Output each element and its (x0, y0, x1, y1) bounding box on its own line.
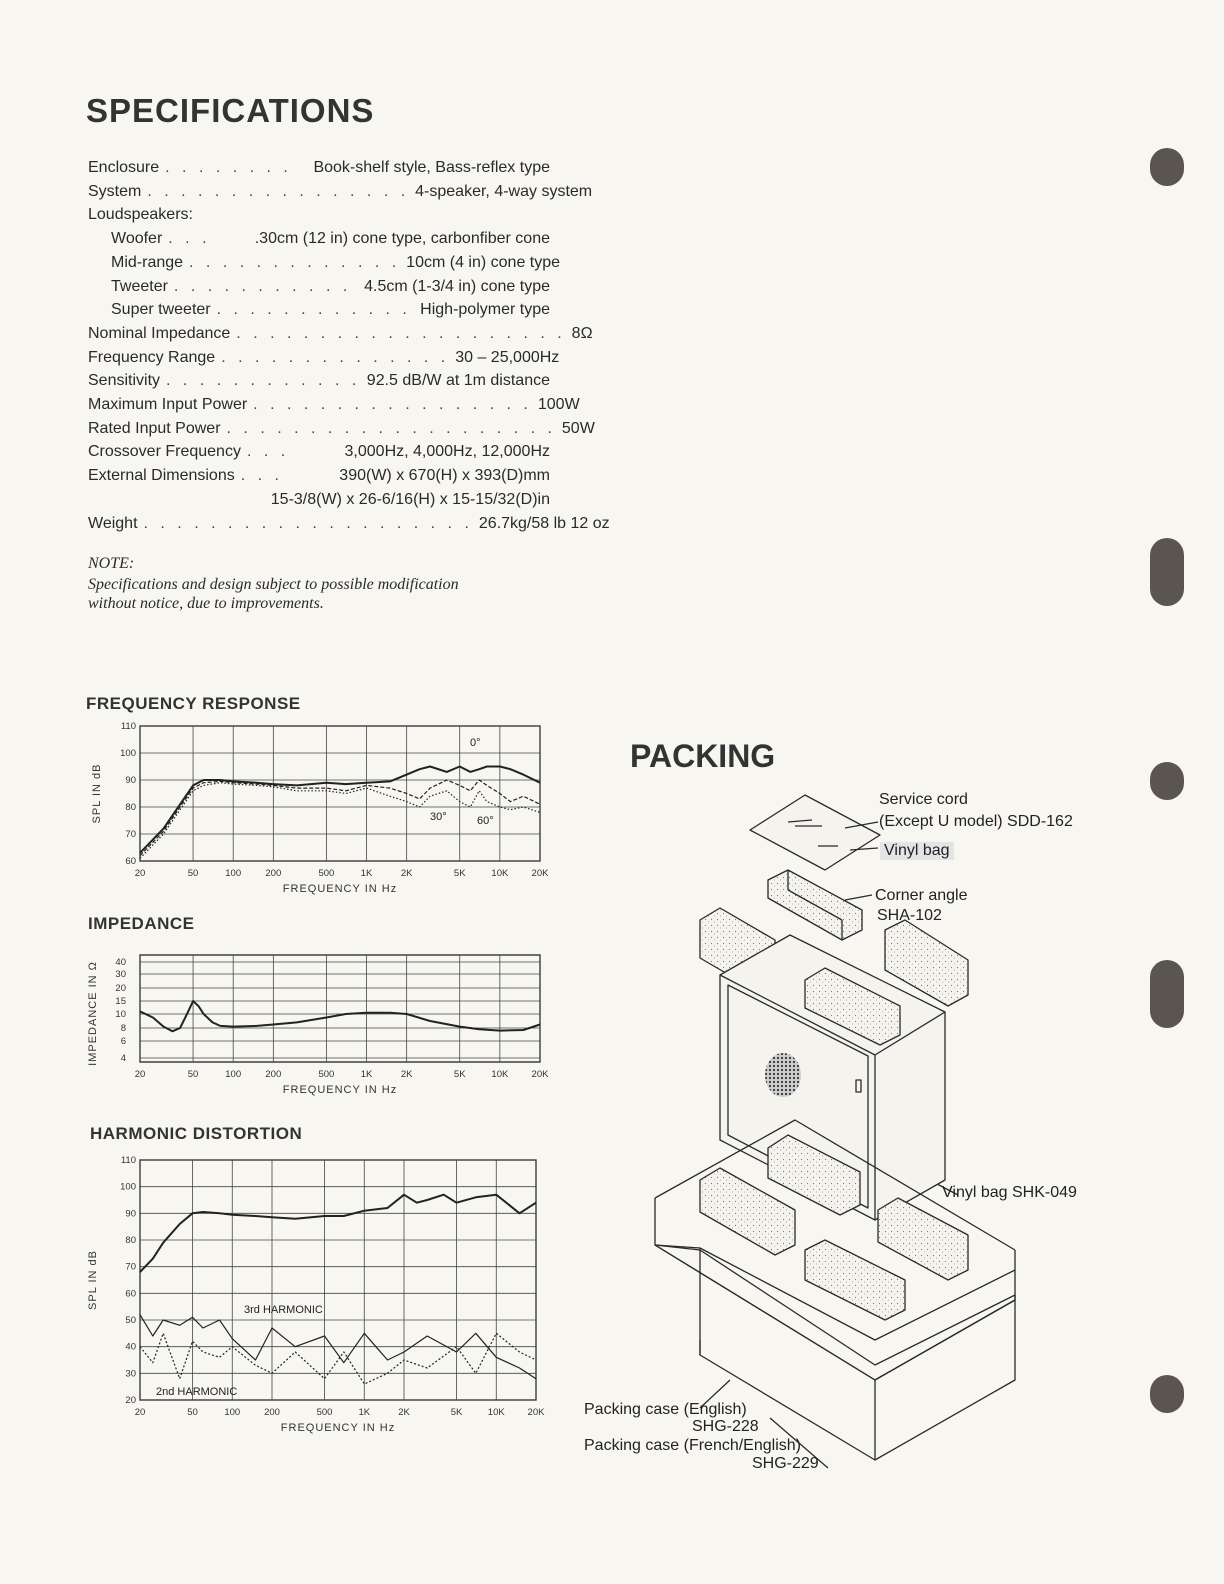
series-line (140, 1195, 536, 1272)
impedance-chart (80, 940, 560, 1100)
spec-row (111, 275, 550, 299)
spec-value: 50W (561, 419, 595, 437)
service-cord-model-label: (Except U model) SDD-162 (879, 813, 1073, 830)
x-axis-label: FREQUENCY IN Hz (282, 1084, 398, 1096)
y-tick-label: 20 (115, 983, 126, 994)
spec-value: 4.5cm (1-3/4 in) cone type (364, 277, 550, 295)
x-tick-label: 100 (224, 1407, 241, 1418)
series-label: 30° (430, 811, 447, 823)
x-tick-label: 5K (453, 868, 466, 879)
spec-label: Rated Input Power (88, 419, 221, 437)
spec-value: 26.7kg/58 lb 12 oz (478, 514, 610, 532)
spec-row (88, 203, 550, 227)
spec-label: Enclosure (88, 159, 160, 176)
spec-label: External Dimensions (88, 467, 235, 485)
spec-value: 100W (537, 396, 580, 413)
y-tick-label: 15 (115, 996, 126, 1007)
x-tick-label: 50 (187, 1069, 199, 1080)
spec-leader-dots: . . . (168, 230, 211, 248)
packing-case-french-model-label: SHG-229 (752, 1455, 819, 1472)
spec-value: 4-speaker, 4-way system (415, 182, 593, 200)
spec-leader-dots: . . . . . . . . . . . . (166, 372, 361, 390)
spec-leader-dots: . . . . . . . . . . . . . . (221, 348, 450, 366)
spec-label: Mid-range (111, 253, 184, 271)
spec-value: 15-3/8(W) x 26-6/16(H) x 15-15/32(D)in (270, 490, 550, 508)
spec-label: System (88, 182, 142, 200)
x-axis-label: FREQUENCY IN Hz (282, 883, 398, 895)
x-tick-label: 50 (187, 1407, 198, 1418)
spec-label: Nominal Impedance (88, 324, 231, 342)
y-tick-label: 100 (120, 748, 136, 759)
spec-label: Frequency Range (88, 348, 216, 366)
spec-leader-dots: . . . . . . . . (165, 159, 292, 176)
annotation-2nd-harmonic: 2nd HARMONIC (156, 1386, 238, 1398)
spec-value: .30cm (12 in) cone type, carbonfiber cone (254, 230, 550, 248)
y-tick-label: 60 (125, 856, 136, 867)
x-tick-label: 10K (487, 1407, 505, 1418)
y-tick-label: 4 (120, 1053, 126, 1064)
y-tick-label: 100 (120, 1181, 136, 1193)
x-tick-label: 2K (400, 1069, 413, 1080)
spec-leader-dots: . . . . . . . . . . . . . . . . . . . . (143, 514, 473, 532)
spec-value: Book-shelf style, Bass-reflex type (313, 159, 550, 176)
spec-row (111, 298, 550, 322)
spec-row (88, 440, 550, 464)
note-text-line-1: Specifications and design subject to possible modification (88, 576, 459, 593)
harmonic-distortion-title: HARMONIC DISTORTION (90, 1124, 303, 1143)
series-label: 0° (470, 737, 481, 749)
spec-label: Sensitivity (88, 372, 161, 390)
x-tick-label: 20 (134, 868, 146, 879)
impedance-title: IMPEDANCE (88, 914, 195, 933)
spec-label: Tweeter (111, 277, 168, 295)
spec-value: 92.5 dB/W at 1m distance (366, 372, 550, 390)
x-tick-label: 20 (134, 1069, 146, 1080)
spec-leader-dots: . . . (240, 467, 283, 485)
frequency-response-title: FREQUENCY RESPONSE (86, 694, 301, 713)
y-tick-label: 40 (125, 1341, 136, 1353)
spec-label: Loudspeakers: (88, 206, 193, 224)
y-tick-label: 90 (125, 1208, 136, 1220)
x-tick-label: 20 (134, 1407, 146, 1418)
corner-angle-model-label: SHA-102 (877, 907, 942, 924)
spec-label: Maximum Input Power (88, 396, 248, 413)
series-label: 60° (477, 815, 494, 827)
packing-case-english-model-label: SHG-228 (692, 1418, 759, 1435)
spec-row (88, 180, 593, 204)
x-tick-label: 500 (318, 1069, 335, 1080)
spec-value: 30 – 25,000Hz (455, 348, 560, 366)
x-tick-label: 200 (265, 868, 282, 879)
y-axis-label: SPL IN dB (91, 763, 103, 824)
spec-leader-dots: . . . . . . . . . . . . . (189, 253, 401, 271)
y-tick-label: 70 (125, 1261, 136, 1273)
x-tick-label: 5K (450, 1407, 463, 1418)
y-tick-label: 10 (115, 1009, 126, 1020)
frequency-response-chart (80, 716, 560, 901)
x-tick-label: 20K (531, 1069, 549, 1080)
specifications-title: SPECIFICATIONS (86, 92, 375, 129)
packing-case-english-label: Packing case (English) (584, 1401, 747, 1418)
series-line (140, 767, 540, 853)
service-cord-envelope-icon (750, 795, 880, 870)
series-line (140, 1333, 536, 1384)
spec-row (88, 488, 550, 512)
binder-hole (1150, 960, 1184, 1028)
series-line (140, 1001, 540, 1031)
spec-value: 390(W) x 670(H) x 393(D)mm (339, 467, 550, 485)
vinyl-bag-label: Vinyl bag (880, 842, 954, 860)
y-tick-label: 90 (125, 775, 136, 786)
y-axis-label: IMPEDANCE IN Ω (87, 961, 99, 1066)
spec-leader-dots: . . . . . . . . . . . . . . . . . . . . (226, 419, 556, 437)
packing-case-french-label: Packing case (French/English) (584, 1437, 801, 1454)
y-tick-label: 6 (120, 1036, 126, 1047)
y-tick-label: 30 (115, 969, 126, 980)
packing-diagram (560, 780, 1140, 1500)
spec-row (88, 322, 593, 346)
spec-leader-dots: . . . . . . . . . . . . . . . . . (253, 396, 532, 413)
spec-leader-dots: . . . . . . . . . . . . . . . . . . . . (236, 324, 566, 342)
spec-row (88, 369, 550, 393)
note-title: NOTE: (88, 555, 135, 572)
binder-hole (1150, 538, 1184, 606)
spec-value: 10cm (4 in) cone type (406, 253, 561, 271)
y-tick-label: 80 (125, 1235, 136, 1246)
x-tick-label: 10K (491, 868, 509, 879)
x-tick-label: 1K (360, 868, 373, 879)
spec-row (88, 346, 560, 370)
x-tick-label: 200 (264, 1407, 280, 1418)
spec-row (88, 512, 610, 536)
note-text-line-2: without notice, due to improvements. (88, 595, 324, 612)
x-tick-label: 500 (316, 1407, 333, 1418)
x-tick-label: 1K (358, 1407, 371, 1418)
y-tick-label: 50 (125, 1315, 136, 1326)
annotation-3rd-harmonic: 3rd HARMONIC (244, 1304, 323, 1316)
x-tick-label: 5K (453, 1069, 466, 1080)
spec-row (88, 156, 550, 180)
spec-label: Woofer (111, 230, 163, 248)
x-tick-label: 10K (491, 1069, 509, 1080)
y-tick-label: 70 (125, 829, 136, 840)
x-tick-label: 200 (265, 1069, 282, 1080)
spec-label: Weight (88, 514, 138, 532)
spec-row (88, 464, 550, 488)
spec-leader-dots: . . . (246, 443, 290, 461)
y-tick-label: 110 (120, 1155, 136, 1166)
y-tick-label: 30 (125, 1368, 136, 1380)
spec-value: 8Ω (571, 324, 593, 342)
packing-title: PACKING (630, 738, 776, 774)
y-tick-label: 20 (125, 1395, 136, 1406)
spec-leader-dots: . . . . . . . . . . . (173, 277, 352, 295)
x-tick-label: 2K (400, 868, 413, 879)
binder-hole (1150, 148, 1184, 186)
spec-row (111, 251, 561, 275)
x-axis-label: FREQUENCY IN Hz (280, 1422, 396, 1434)
vinyl-bag-shk-label: Vinyl bag SHK-049 (942, 1184, 1077, 1201)
x-tick-label: 500 (318, 868, 335, 879)
spec-leader-dots: . . . . . . . . . . . . . . . . (147, 182, 410, 200)
spec-leader-dots: . . . . . . . . . . . . (216, 301, 411, 319)
binder-hole (1150, 762, 1184, 800)
spec-label: Super tweeter (111, 301, 211, 319)
y-tick-label: 8 (120, 1023, 126, 1034)
x-tick-label: 20K (531, 868, 549, 879)
corner-angle-label: Corner angle (875, 887, 968, 904)
y-axis-label: SPL IN dB (87, 1250, 99, 1310)
x-tick-label: 1K (360, 1069, 373, 1080)
spec-row (88, 393, 580, 417)
plot-frame (140, 1160, 536, 1400)
x-tick-label: 50 (187, 868, 199, 879)
spec-value: 3,000Hz, 4,000Hz, 12,000Hz (344, 443, 550, 461)
y-tick-label: 60 (125, 1288, 136, 1300)
y-tick-label: 110 (120, 721, 136, 732)
spec-value: High-polymer type (420, 301, 550, 319)
spec-row (88, 417, 595, 441)
y-tick-label: 40 (115, 957, 126, 968)
x-tick-label: 2K (398, 1407, 410, 1418)
x-tick-label: 100 (225, 868, 242, 879)
service-cord-label: Service cord (879, 791, 968, 808)
spec-row (111, 227, 550, 251)
harmonic-distortion-chart (80, 1150, 560, 1442)
y-tick-label: 80 (125, 802, 136, 813)
x-tick-label: 20K (527, 1407, 545, 1418)
binder-hole (1150, 1375, 1184, 1413)
x-tick-label: 100 (225, 1069, 242, 1080)
spec-label: Crossover Frequency (88, 443, 241, 461)
